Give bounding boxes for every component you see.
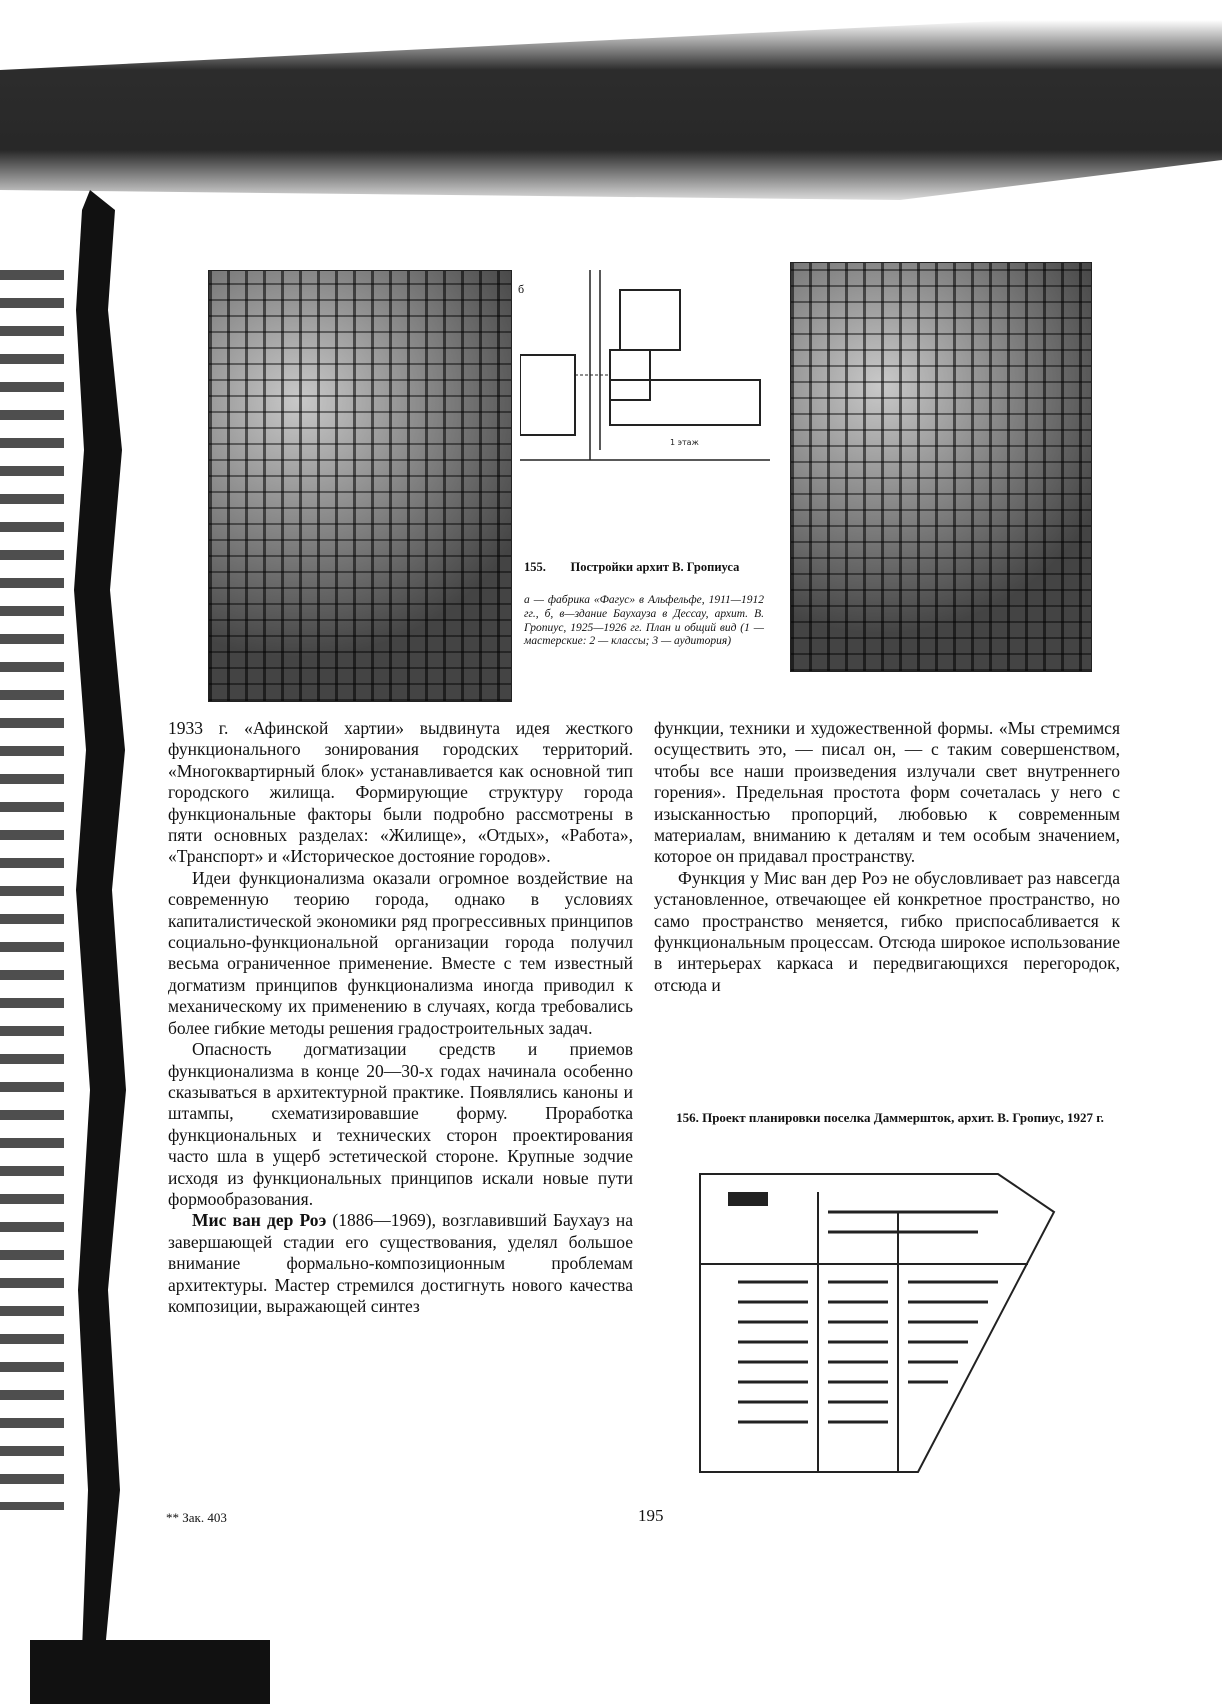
bauhaus-dessau-photo	[790, 262, 1092, 672]
left-paragraph-3: Опасность догматизации средств и приемов функционализма в конце 20—30-х годах начинала особенно сказываться в архитектурной практике. Появлялись каноны и штампы, схематизировавшие форму. Проработка функциональных и технических сторон проектирования часто шла в ущерб эстетической стороне. Крупные зодчие исходя из функциональных принципов искали новые пути формообразования.	[168, 1039, 633, 1209]
fagus-factory-photo	[208, 270, 512, 702]
left-paragraph-4-text: (1886—1969), возглавивший Баухауз на завершающей стадии его существования, уделял большое внимание формально-композиционным проблемам архитектуры. Мастер стремился достигнуть нового качества композиции, выражающей синтез	[168, 1210, 633, 1316]
plan-floor-label: 1 этаж	[670, 438, 699, 447]
dammerstock-site-plan	[698, 1172, 1056, 1484]
left-paragraph-4	[168, 1210, 633, 1317]
bauhaus-floor-plan	[520, 270, 770, 470]
figure-156-caption: 156. Проект планировки поселка Даммершток, архит. В. Гропиус, 1927 г.	[676, 1110, 1104, 1125]
right-column	[654, 718, 1120, 996]
figure-155-title	[524, 560, 764, 576]
print-signature: ** Зак. 403	[166, 1510, 227, 1525]
scan-artifact-top	[0, 0, 1222, 210]
figure-155-number: 155.	[524, 560, 546, 574]
left-paragraph-2: Идеи функционализма оказали огромное воздействие на современную теорию города, однако в условиях капиталистической экономики ряд прогрессивных принципов социально-функциональной организации города получил весьма ограниченное применение. Вместе с тем известный догматизм принципов функционализма иногда приводил к механическому их применению в случаях, когда требовались более гибкие методы решения градостроительных задач.	[168, 867, 633, 1038]
right-paragraph-2: Функция у Мис ван дер Роэ не обусловливает раз навсегда установленное, отвечающее ей конкретное пространство, но само пространство меняется, гибко приспосабливается к функциональным процессам. Отсюда широкое использование в интерьерах каркаса и передвигающихся перегородок, отсюда и	[654, 867, 1120, 995]
scan-artifact-left-strip	[0, 270, 64, 1510]
left-column	[168, 718, 633, 1317]
scan-artifact-left	[70, 190, 130, 1704]
page-number: 195	[638, 1506, 664, 1525]
figure-label-b: б	[518, 282, 525, 296]
figure-155-title-text: Постройки архит В. Гропиуса	[570, 560, 740, 574]
figure-155-caption: а — фабрика «Фагус» в Альфельфе, 1911—1912 гг., б, в—здание Баухауза в Дессау, архит. В. Гропиус, 1925—1926 гг. План и общий вид (1 — мастерские: 2 — классы; 3 — аудитория)	[524, 594, 764, 648]
scan-artifact-bottom	[30, 1640, 270, 1704]
left-paragraph-1: 1933 г. «Афинской хартии» выдвинута идея жесткого функционального зонирования городских территорий. «Многоквартирный блок» устанавливается как основной тип городского жилища. Формирующие структуру города функциональные факторы были подробно рассмотрены в пяти основных разделах: «Жилище», «Отдых», «Работа», «Транспорт» и «Историческое достояние городов».	[168, 718, 633, 867]
mies-name: Мис ван дер Роэ	[192, 1210, 327, 1231]
right-paragraph-1: функции, техники и художественной формы. «Мы стремимся осуществить это, — писал он, — с таким совершенством, чтобы все наши произведения излучали свет внутреннего горения». Предельная простота форм сочеталась у него с изысканностью пропорций, любовью к современным материалам, вниманию к деталям и тем особым значением, которое он придавал пространству.	[654, 718, 1120, 867]
